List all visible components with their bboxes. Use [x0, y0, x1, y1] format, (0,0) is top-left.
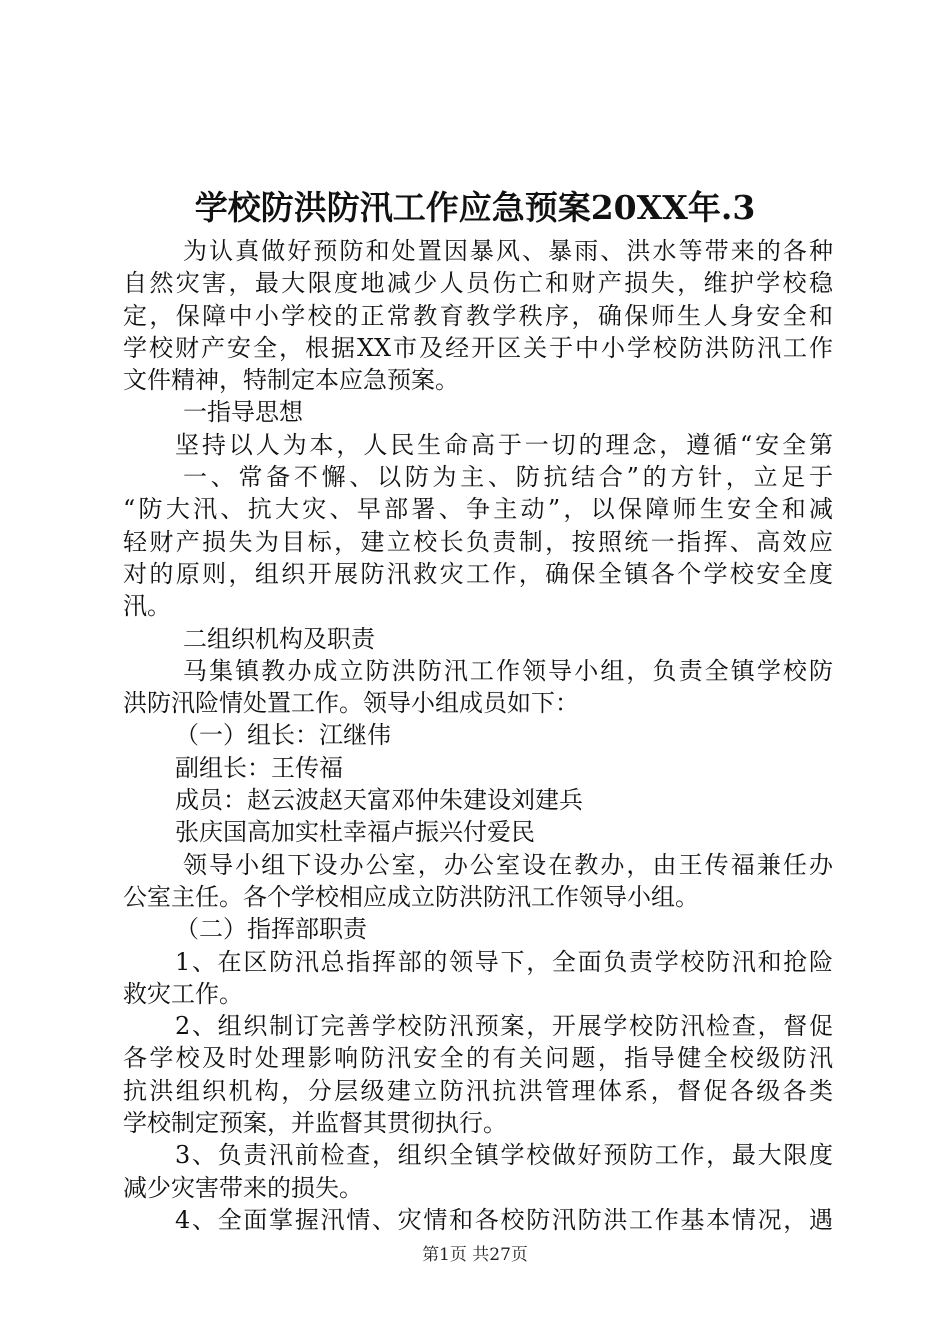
paragraph-line: 副组长：王传福 [175, 753, 343, 782]
paragraph-line: 对的原则，组织开展防汛救灾工作，确保全镇各个学校安全度 [123, 559, 833, 588]
paragraph-line: 自然灾害，最大限度地减少人员伤亡和财产损失，维护学校稳 [123, 269, 833, 298]
paragraph-line: 文件精神，特制定本应急预案。 [123, 366, 459, 395]
paragraph-line: 公室主任。各个学校相应成立防洪防汛工作领导小组。 [123, 882, 699, 911]
paragraph-line: 减少灾害带来的损失。 [123, 1173, 363, 1202]
paragraph-line: 为认真做好预防和处置因暴风、暴雨、洪水等带来的各种 [183, 237, 833, 265]
paragraph-line: 洪防汛险情处置工作。领导小组成员如下： [123, 689, 579, 718]
paragraph-line: 1、在区防汛总指挥部的领导下，全面负责学校防汛和抢险 [175, 947, 833, 976]
paragraph-line: 救灾工作。 [123, 979, 243, 1008]
paragraph-line: “防大汛、抗大灾、早部署、争主动”，以保障师生安全和减 [123, 495, 833, 524]
document-body [123, 235, 833, 1236]
paragraph-line: 成员：赵云波赵天富邓仲朱建设刘建兵 [175, 786, 583, 815]
paragraph-line: 学校制定预案，并监督其贯彻执行。 [123, 1109, 507, 1138]
paragraph-line: 抗洪组织机构，分层级建立防汛抗洪管理体系，督促各级各类 [123, 1076, 833, 1105]
paragraph-line: 3、负责汛前检查，组织全镇学校做好预防工作，最大限度 [175, 1141, 833, 1170]
page-footer: 第1页 共27页 [422, 1245, 528, 1265]
paragraph-line: 二组织机构及职责 [183, 624, 375, 653]
paragraph-line: 一、常备不懈、以防为主、防抗结合”的方针，立足于 [183, 463, 833, 492]
paragraph-line: （一）组长：江继伟 [175, 721, 391, 750]
paragraph-line: 4、全面掌握汛情、灾情和各校防汛防洪工作基本情况，遇 [175, 1205, 833, 1234]
paragraph-line: 2、组织制订完善学校防汛预案，开展学校防汛检查，督促 [175, 1012, 833, 1041]
paragraph-line: 张庆国高加实杜幸福卢振兴付爱民 [175, 818, 535, 847]
paragraph-line: 马集镇教办成立防洪防汛工作领导小组，负责全镇学校防 [183, 656, 833, 685]
paragraph-line: 轻财产损失为目标，建立校长负责制，按照统一指挥、高效应 [123, 527, 833, 556]
paragraph-line: （二）指挥部职责 [175, 915, 367, 944]
document-title: 学校防洪防汛工作应急预案20XX年.3 [194, 188, 756, 227]
paragraph-line: 汛。 [123, 592, 171, 621]
paragraph-line: 学校财产安全，根据XX市及经开区关于中小学校防洪防汛工作 [123, 333, 833, 362]
paragraph-line: 坚持以人为本，人民生命高于一切的理念，遵循“安全第 [175, 430, 833, 459]
paragraph-line: 一指导思想 [183, 398, 303, 427]
paragraph-line: 各学校及时处理影响防汛安全的有关问题，指导健全校级防汛 [123, 1044, 833, 1073]
paragraph-line: 领导小组下设办公室，办公室设在教办，由王传福兼任办 [183, 850, 833, 879]
paragraph-line: 定，保障中小学校的正常教育教学秩序，确保师生人身安全和 [123, 301, 833, 330]
